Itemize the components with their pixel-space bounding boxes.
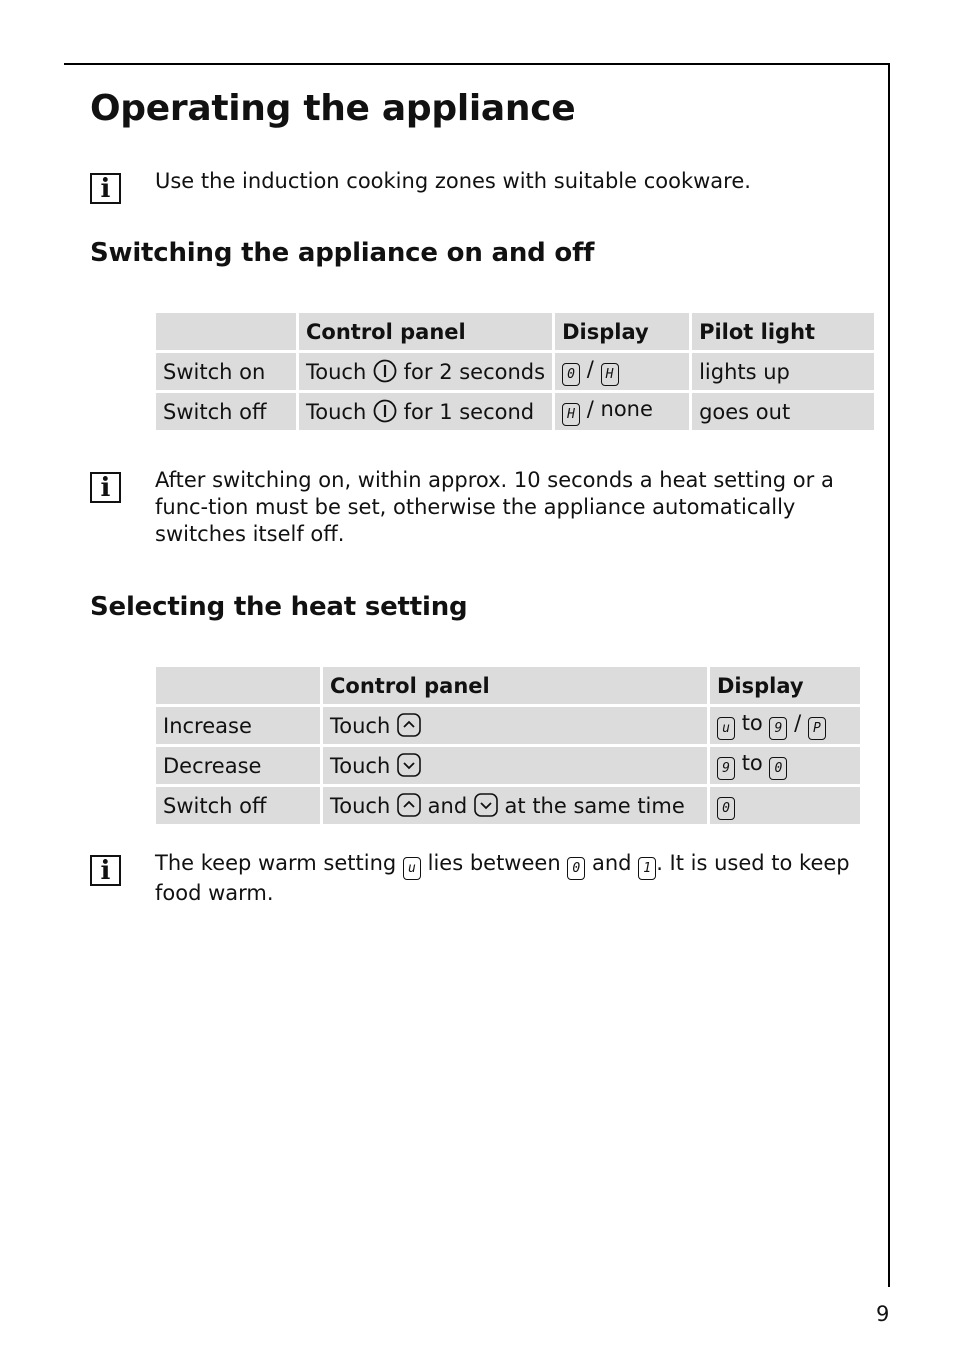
table-row [156, 353, 874, 390]
keep-warm-text-2: lies between [427, 851, 561, 875]
header-cell [156, 667, 320, 704]
right-rule [888, 63, 890, 1287]
control-cell [299, 353, 552, 390]
duration-text: for 2 seconds [403, 360, 546, 384]
same-time-text: at the same time [504, 794, 685, 818]
chevron-down-icon [474, 793, 498, 817]
and-text: and [427, 794, 468, 818]
table-header-row [156, 667, 860, 704]
pilot-cell: goes out [692, 393, 874, 430]
touch-text: Touch [330, 794, 391, 818]
section-title-switching: Switching the appliance on and off [90, 238, 595, 268]
segment-zero: 0 [567, 857, 585, 880]
note-cookware: Use the induction cooking zones with suitable cookware. [155, 169, 751, 193]
touch-text: Touch [330, 754, 391, 778]
info-icon: i [90, 855, 121, 886]
note-auto-off: After switching on, within approx. 10 seconds a heat setting or a func-tion must be set, otherwise the appliance automatically switches itself off. [155, 468, 834, 546]
info-icon: i [90, 472, 121, 503]
table-header-row [156, 313, 874, 350]
chevron-up-icon [397, 713, 421, 737]
table-row [156, 707, 860, 744]
page-number: 9 [876, 1302, 890, 1326]
display-cell [555, 393, 689, 430]
power-icon [373, 399, 397, 423]
control-cell [299, 393, 552, 430]
info-icon: i [90, 173, 121, 204]
touch-text: Touch [306, 400, 367, 424]
separator: / [794, 711, 802, 735]
power-icon [373, 359, 397, 383]
top-rule [64, 63, 890, 65]
segment-keep-warm: u [717, 717, 735, 740]
pilot-cell: lights up [692, 353, 874, 390]
to-text: to [741, 711, 763, 735]
separator: / none [586, 397, 653, 421]
segment-keep-warm: u [403, 857, 421, 880]
table-row [156, 747, 860, 784]
segment-h: H [562, 403, 580, 426]
row-label: Switch on [156, 353, 296, 390]
header-cell [156, 313, 296, 350]
header-cell: Display [555, 313, 689, 350]
display-cell [710, 787, 860, 824]
row-label: Increase [156, 707, 320, 744]
chevron-down-icon [397, 753, 421, 777]
note-keep-warm [155, 850, 867, 907]
table-row [156, 393, 874, 430]
to-text: to [741, 751, 763, 775]
header-cell: Pilot light [692, 313, 874, 350]
row-label: Switch off [156, 393, 296, 430]
segment-zero: 0 [562, 363, 580, 386]
segment-zero: 0 [769, 757, 787, 780]
duration-text: for 1 second [403, 400, 535, 424]
segment-zero: 0 [717, 797, 735, 820]
segment-nine: 9 [717, 757, 735, 780]
heat-table [153, 664, 863, 827]
switching-table [153, 310, 877, 433]
chevron-up-icon [397, 793, 421, 817]
header-cell: Control panel [323, 667, 707, 704]
control-cell [323, 787, 707, 824]
row-label: Switch off [156, 787, 320, 824]
display-cell [555, 353, 689, 390]
segment-p: P [808, 717, 826, 740]
segment-h: H [601, 363, 619, 386]
segment-one: 1 [638, 857, 656, 880]
section-title-heat: Selecting the heat setting [90, 592, 468, 622]
display-cell [710, 747, 860, 784]
separator: / [586, 357, 594, 381]
keep-warm-text-4: . It is used to keep food warm. [155, 851, 850, 905]
header-cell: Display [710, 667, 860, 704]
control-cell [323, 747, 707, 784]
keep-warm-text-1: The keep warm setting [155, 851, 397, 875]
header-cell: Control panel [299, 313, 552, 350]
touch-text: Touch [306, 360, 367, 384]
touch-text: Touch [330, 714, 391, 738]
segment-nine: 9 [769, 717, 787, 740]
page-title: Operating the appliance [90, 88, 576, 129]
row-label: Decrease [156, 747, 320, 784]
table-row [156, 787, 860, 824]
keep-warm-text-3: and [592, 851, 632, 875]
control-cell [323, 707, 707, 744]
display-cell [710, 707, 860, 744]
